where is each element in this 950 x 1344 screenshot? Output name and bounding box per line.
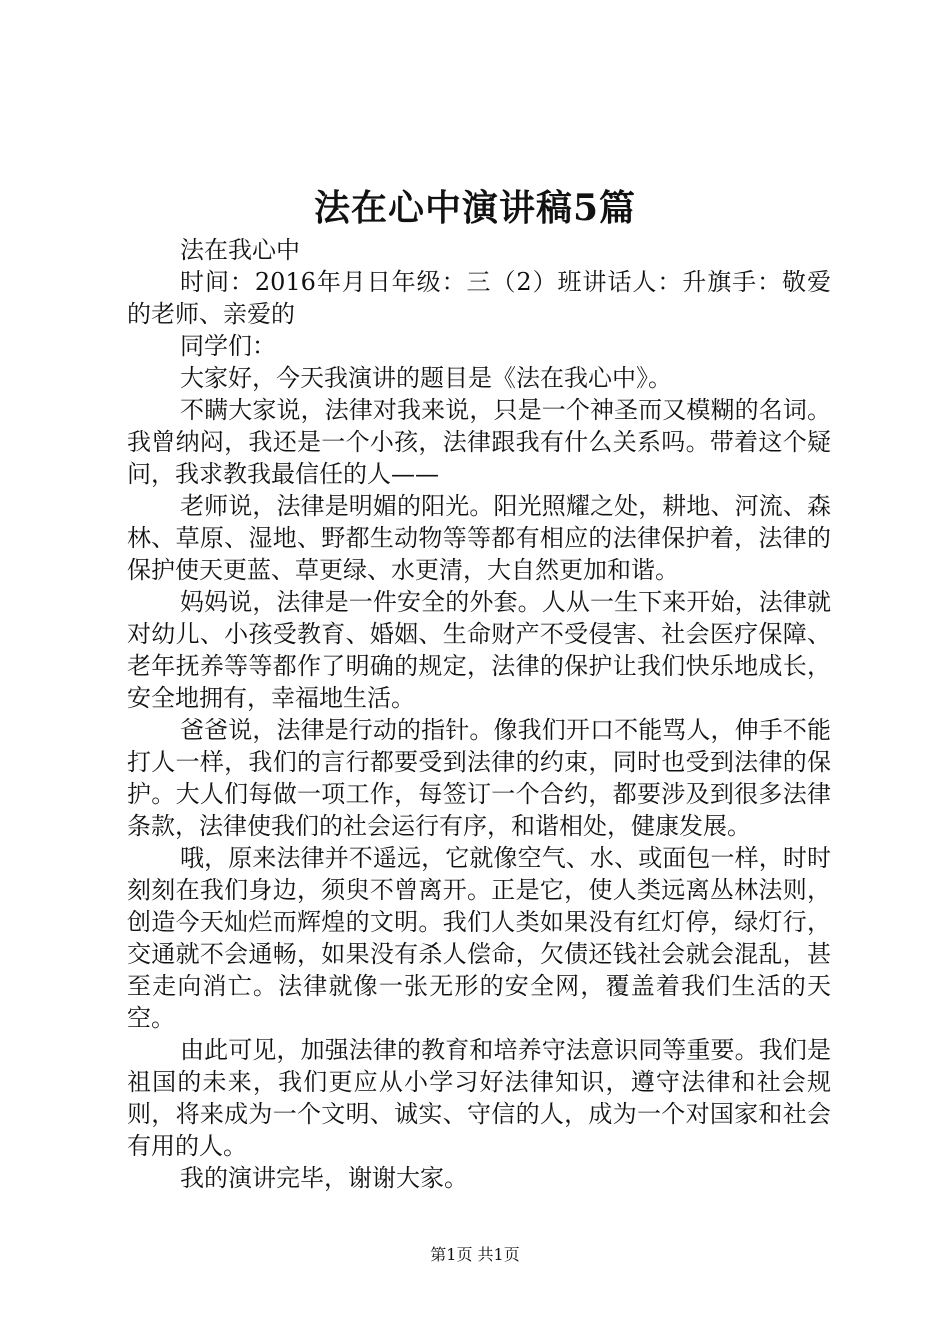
paragraph: 同学们：: [180, 332, 276, 360]
paragraph: 时间：2016年月日年级：三（2）班讲话人：升旗手：敬爱的老师、亲爱的: [127, 268, 831, 328]
paragraph: 不瞒大家说，法律对我来说，只是一个神圣而又模糊的名词。我曾纳闷，我还是一个小孩，法律跟我有什么关系吗。带着这个疑问，我求教我最信任的人——: [127, 396, 831, 488]
paragraph: 老师说，法律是明媚的阳光。阳光照耀之处，耕地、河流、森林、草原、湿地、野都生动物等等都有相应的法律保护着，法律的保护使天更蓝、草更绿、水更清，大自然更加和谐。: [127, 492, 831, 584]
paragraph: 我的演讲完毕，谢谢大家。: [180, 1164, 468, 1192]
paragraph: 由此可见，加强法律的教育和培养守法意识同等重要。我们是祖国的未来，我们更应从小学习好法律知识，遵守法律和社会规则，将来成为一个文明、诚实、守信的人，成为一个对国家和社会有用的人。: [127, 1036, 831, 1160]
paragraph: 大家好，今天我演讲的题目是《法在我心中》。: [180, 364, 672, 392]
document-title: 法在心中演讲稿5篇: [313, 187, 637, 229]
paragraph: 法在我心中: [180, 236, 300, 264]
paragraph: 妈妈说，法律是一件安全的外套。人从一生下来开始，法律就对幼儿、小孩受教育、婚姻、生命财产不受侵害、社会医疗保障、老年抚养等等都作了明确的规定，法律的保护让我们快乐地成长，安全地拥有，幸福地生活。: [127, 588, 831, 712]
paragraph: 哦，原来法律并不遥远，它就像空气、水、或面包一样，时时刻刻在我们身边，须臾不曾离开。正是它，使人类远离丛林法则，创造今天灿烂而辉煌的文明。我们人类如果没有红灯停，绿灯行，交通就不会通畅，如果没有杀人偿命，欠债还钱社会就会混乱，甚至走向消亡。法律就像一张无形的安全网，覆盖着我们生活的天空。: [127, 844, 831, 1032]
document-body: [127, 234, 831, 1194]
paragraph: 爸爸说，法律是行动的指针。像我们开口不能骂人，伸手不能打人一样，我们的言行都要受到法律的约束，同时也受到法律的保护。大人们每做一项工作，每签订一个合约，都要涉及到很多法律条款，法律使我们的社会运行有序，和谐相处，健康发展。: [127, 716, 831, 840]
page-footer: 第1页 共1页: [430, 1245, 520, 1264]
